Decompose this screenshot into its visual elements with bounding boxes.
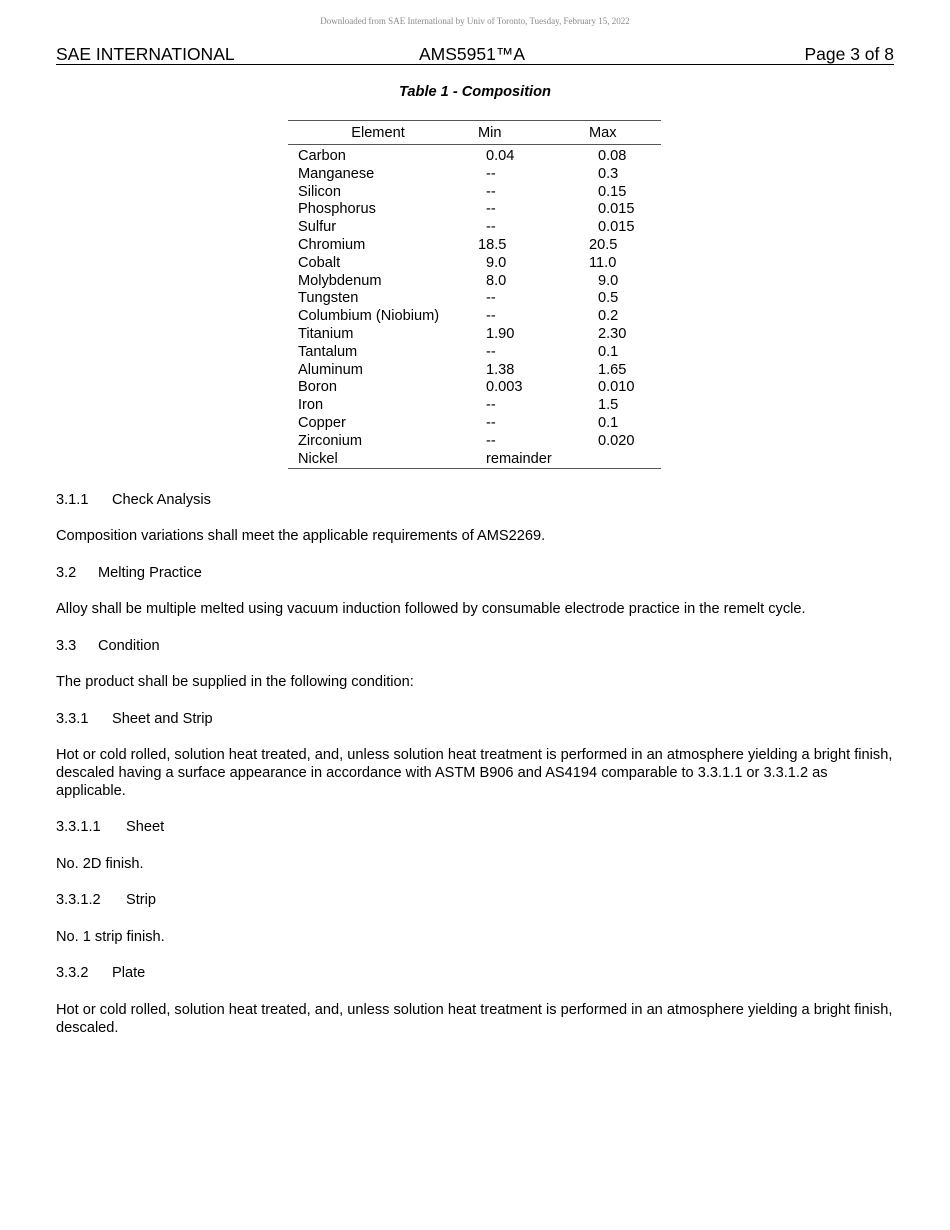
- section-title: Sheet and Strip: [112, 711, 213, 727]
- page-header: [56, 43, 894, 65]
- cell-max: 1.5: [598, 397, 619, 414]
- cell-max: 11.0: [589, 254, 617, 271]
- cell-max: 0.2: [598, 308, 619, 325]
- cell-element: Tungsten: [298, 290, 359, 307]
- paragraph-sheet: No. 2D finish.: [56, 856, 144, 872]
- table-row: [288, 308, 661, 326]
- section-title: Melting Practice: [98, 565, 202, 581]
- section-number: 3.2: [56, 565, 77, 581]
- cell-min: --: [486, 397, 496, 414]
- column-header-element: Element: [288, 121, 468, 145]
- section-number: 3.3.1.2: [56, 892, 101, 908]
- cell-element: Phosphorus: [298, 201, 376, 218]
- table-row: [288, 219, 661, 237]
- section-number: 3.3.2: [56, 965, 89, 981]
- paragraph-strip: No. 1 strip finish.: [56, 929, 165, 945]
- cell-min: 1.38: [486, 361, 515, 378]
- cell-min: --: [486, 432, 496, 449]
- cell-min: --: [486, 308, 496, 325]
- section-title: Plate: [112, 965, 146, 981]
- cell-max: 0.15: [598, 183, 627, 200]
- section-heading-3-3-2: [56, 965, 896, 983]
- cell-min: --: [486, 219, 496, 236]
- table-row: [288, 237, 661, 255]
- header-organization: SAE INTERNATIONAL: [56, 44, 235, 64]
- section-heading-3-3: [56, 638, 896, 656]
- section-title: Strip: [126, 892, 157, 908]
- table-row: [288, 201, 661, 219]
- cell-element: Manganese: [298, 165, 375, 182]
- cell-element: Molybdenum: [298, 272, 382, 289]
- paragraph-sheet-and-strip: Hot or cold rolled, solution heat treated, and, unless solution heat treatment is performed in an atmosphere yielding a bright finish, descaled having a surface appearance in accordance with ASTM B906 and AS4194 comparable to 3.3.1.1 or 3.3.1.2 as applicable.: [56, 747, 893, 799]
- cell-min: --: [486, 343, 496, 360]
- table-row: [288, 326, 661, 344]
- cell-element: Aluminum: [298, 361, 363, 378]
- cell-min: remainder: [468, 451, 578, 469]
- column-header-max: Max: [578, 121, 661, 145]
- cell-min: --: [486, 201, 496, 218]
- cell-element: Copper: [298, 414, 346, 431]
- header-page-number: Page 3 of 8: [804, 44, 894, 64]
- table-row: [288, 166, 661, 184]
- cell-min: --: [486, 414, 496, 431]
- header-document-number: AMS5951™A: [419, 44, 526, 64]
- paragraph-plate: Hot or cold rolled, solution heat treated, and, unless solution heat treatment is performed in an atmosphere yielding a bright finish, descaled.: [56, 1002, 893, 1036]
- section-number: 3.1.1: [56, 492, 89, 508]
- cell-element: Iron: [298, 397, 324, 414]
- cell-element: Zirconium: [298, 432, 363, 449]
- cell-max: 2.30: [598, 325, 627, 342]
- cell-max: 0.3: [598, 165, 619, 182]
- cell-element: Nickel: [288, 451, 468, 469]
- cell-max: 0.020: [598, 432, 635, 449]
- cell-max: 0.1: [598, 414, 619, 431]
- cell-max: 0.5: [598, 290, 619, 307]
- table-row: [288, 379, 661, 397]
- cell-max: 0.08: [598, 148, 627, 164]
- cell-min: 18.5: [478, 236, 507, 253]
- cell-element: Columbium (Niobium): [298, 308, 440, 325]
- cell-element: Sulfur: [298, 219, 337, 236]
- cell-min: --: [486, 183, 496, 200]
- table-row: [288, 255, 661, 273]
- column-header-min: Min: [468, 121, 578, 145]
- table-row: [288, 290, 661, 308]
- table-row: [288, 362, 661, 380]
- cell-min: 9.0: [486, 254, 507, 271]
- cell-min: 1.90: [486, 325, 515, 342]
- table-row: [288, 397, 661, 415]
- section-heading-3-3-1-2: [56, 892, 896, 910]
- cell-element: Carbon: [298, 148, 346, 164]
- cell-max: 9.0: [598, 272, 619, 289]
- table-row: [288, 184, 661, 202]
- cell-element: Tantalum: [298, 343, 358, 360]
- section-title: Sheet: [126, 819, 165, 835]
- table-title: Table 1 - Composition: [399, 84, 551, 100]
- cell-min: --: [486, 290, 496, 307]
- cell-max: 1.65: [598, 361, 627, 378]
- cell-element: Chromium: [298, 236, 366, 253]
- section-heading-3-3-1-1: [56, 819, 896, 837]
- section-heading-3-3-1: [56, 711, 896, 729]
- cell-element: Silicon: [298, 183, 341, 200]
- cell-max: 0.015: [598, 219, 635, 236]
- cell-min: 0.003: [486, 379, 523, 396]
- table-row: [288, 433, 661, 451]
- cell-element: Titanium: [298, 325, 354, 342]
- paragraph-check-analysis: Composition variations shall meet the applicable requirements of AMS2269.: [56, 528, 546, 544]
- section-title: Check Analysis: [112, 492, 211, 508]
- composition-table: [288, 120, 661, 469]
- cell-min: --: [486, 165, 496, 182]
- table-row: [288, 145, 661, 166]
- section-number: 3.3: [56, 638, 77, 654]
- section-number: 3.3.1.1: [56, 819, 101, 835]
- section-heading-3-1-1: [56, 492, 896, 510]
- cell-max: 20.5: [589, 236, 618, 253]
- paragraph-condition: The product shall be supplied in the following condition:: [56, 674, 414, 690]
- table-row: [288, 344, 661, 362]
- table-row: [288, 451, 661, 469]
- cell-max: 0.010: [598, 379, 635, 396]
- cell-min: 0.04: [486, 148, 515, 164]
- cell-max: 0.1: [598, 343, 619, 360]
- download-watermark: Downloaded from SAE International by Univ of Toronto, Tuesday, February 15, 2022: [320, 16, 630, 26]
- section-heading-3-2: [56, 565, 896, 583]
- cell-max: 0.015: [598, 201, 635, 218]
- paragraph-melting-practice: Alloy shall be multiple melted using vacuum induction followed by consumable electrode practice in the remelt cycle.: [56, 601, 806, 617]
- cell-element: Boron: [298, 379, 337, 396]
- section-title: Condition: [98, 638, 160, 654]
- cell-min: 8.0: [486, 272, 507, 289]
- table-row: [288, 415, 661, 433]
- cell-element: Cobalt: [298, 254, 341, 271]
- table-row: [288, 273, 661, 291]
- cell-max: [578, 451, 661, 469]
- section-number: 3.3.1: [56, 711, 89, 727]
- table-header-row: [288, 121, 661, 145]
